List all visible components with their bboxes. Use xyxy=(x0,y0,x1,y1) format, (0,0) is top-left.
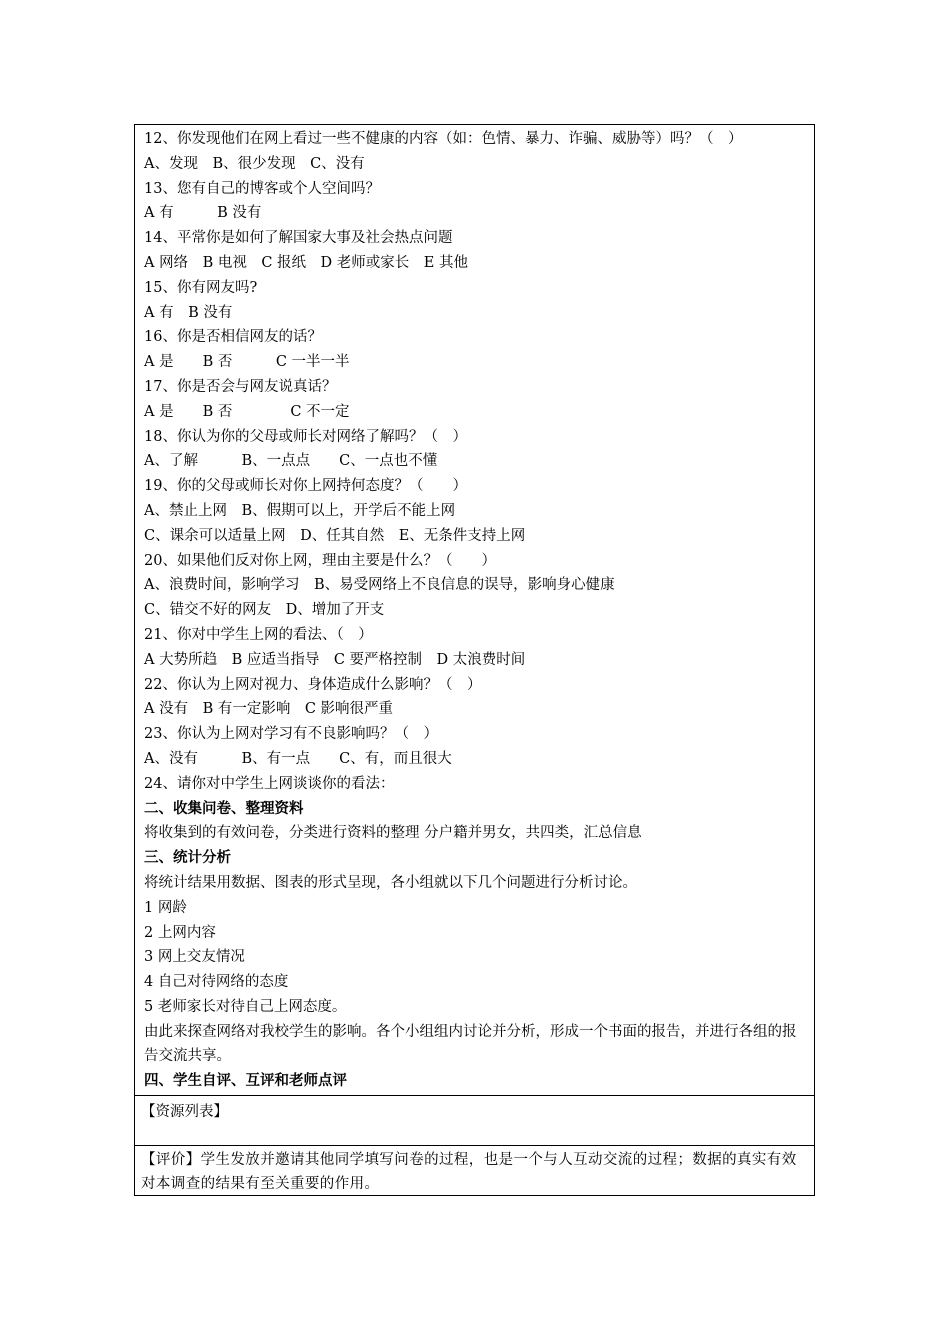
question-text: 12、你发现他们在网上看过一些不健康的内容（如：色情、暴力、诈骗、威胁等）吗？（ ） xyxy=(144,131,743,147)
question-text: 16、你是否相信网友的话？ xyxy=(144,329,322,346)
question-text: 24、请你对中学生上网谈谈你的看法： xyxy=(144,775,395,792)
question-text: 19、你的父母或师长对你上网持何态度？（ ） xyxy=(144,478,467,495)
section-2-heading: 二、收集问卷、整理资料 xyxy=(144,799,304,817)
section-4-heading: 四、学生自评、互评和老师点评 xyxy=(144,1072,347,1090)
section-3-intro: 将统计结果用数据、图表的形式呈现，各小组就以下几个问题进行分析讨论。 xyxy=(144,874,637,891)
resource-list-cell xyxy=(135,1095,814,1145)
questionnaire-list xyxy=(144,127,806,797)
question-options: A 大势所趋 B 应适当指导 C 要严格控制 D 太浪费时间 xyxy=(144,651,526,668)
question-options: C、课余可以适量上网 D、任其自然 E、无条件支持上网 xyxy=(144,527,526,544)
question-options: C、错交不好的网友 D、增加了开支 xyxy=(144,602,385,619)
question-options: A 是 B 否 C 一半一半 xyxy=(144,354,350,371)
question-text: 17、你是否会与网友说真话？ xyxy=(144,378,337,395)
resource-list-label: 【资源列表】 xyxy=(141,1104,228,1120)
content-cell xyxy=(135,125,814,1095)
question-text: 15、你有网友吗? xyxy=(144,279,258,296)
question-options: A 有 B 没有 xyxy=(144,304,233,321)
question-text: 18、你认为你的父母或师长对网络了解吗？（ ） xyxy=(144,428,467,445)
question-text: 23、你认为上网对学习有不良影响吗？（ ） xyxy=(144,726,438,743)
question-options: A、没有 B、有一点 C、有，而且很大 xyxy=(144,750,452,767)
question-text: 20、如果他们反对你上网，理由主要是什么？（ ） xyxy=(144,552,496,569)
section-2-text: 将收集到的有效问卷，分类进行资料的整理 分户籍并男女，共四类，汇总信息 xyxy=(144,825,642,842)
analysis-item: 5 老师家长对待自己上网态度。 xyxy=(144,998,347,1015)
analysis-item: 3 网上交友情况 xyxy=(144,949,245,966)
question-text: 21、你对中学生上网的看法、（ ） xyxy=(144,626,373,643)
question-options: A、禁止上网 B、假期可以上，开学后不能上网 xyxy=(144,502,456,519)
question-options: A 有 B 没有 xyxy=(144,205,262,222)
question-text: 22、你认为上网对视力、身体造成什么影响？（ ） xyxy=(144,676,482,693)
question-options: A、了解 B、一点点 C、一点也不懂 xyxy=(144,453,438,470)
document-table xyxy=(134,124,815,1196)
question-options: A 是 B 否 C 不一定 xyxy=(144,403,350,420)
section-3-conclusion: 由此来探查网络对我校学生的影响。各个小组组内讨论并分析，形成一个书面的报告，并进行各组的报告交流共享。 xyxy=(144,1023,797,1065)
evaluation-cell xyxy=(135,1145,814,1195)
analysis-item: 2 上网内容 xyxy=(144,924,216,941)
question-options: A 没有 B 有一定影响 C 影响很严重 xyxy=(144,701,394,718)
question-text: 13、您有自己的博客或个人空间吗？ xyxy=(144,180,380,197)
question-options: A、发现 B、很少发现 C、没有 xyxy=(144,155,365,172)
question-text: 14、平常你是如何了解国家大事及社会热点问题 xyxy=(144,230,453,247)
question-options: A 网络 B 电视 C 报纸 D 老师或家长 E 其他 xyxy=(144,254,468,271)
analysis-item: 1 网龄 xyxy=(144,899,187,916)
evaluation-text: 【评价】学生发放并邀请其他同学填写问卷的过程，也是一个与人互动交流的过程；数据的真实有效对本调查的结果有至关重要的作用。 xyxy=(141,1152,797,1192)
section-3-heading: 三、统计分析 xyxy=(144,849,231,867)
question-options: A、浪费时间，影响学习 B、易受网络上不良信息的误导，影响身心健康 xyxy=(144,577,615,594)
analysis-item: 4 自己对待网络的态度 xyxy=(144,974,289,991)
